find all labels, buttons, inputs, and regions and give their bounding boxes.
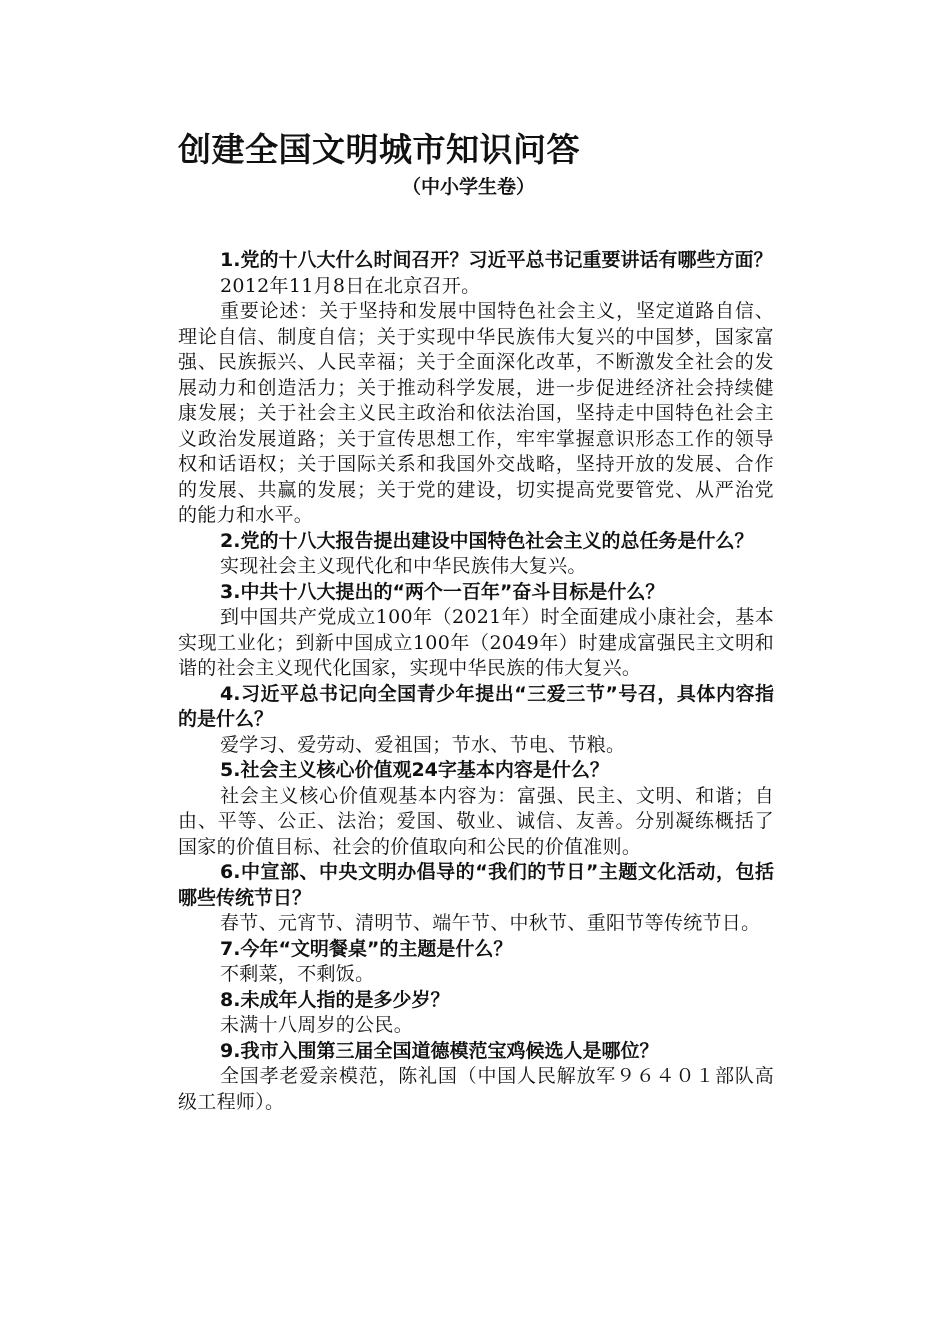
question-4: 4.习近平总书记向全国青少年提出“三爱三节”号召，具体内容指的是什么？ <box>178 682 774 730</box>
answer-3: 到中国共产党成立100年（2021年）时全面建成小康社会，基本实现工业化；到新中国成立100年（2049年）时建成富强民主文明和谐的社会主义现代化国家，实现中华民族的伟大复兴。 <box>178 606 774 679</box>
answer-1-date: 2012年11月8日在北京召开。 <box>220 274 481 297</box>
answer-9: 全国孝老爱亲模范，陈礼国（中国人民解放军９６４０１部队高级工程师）。 <box>178 1065 774 1113</box>
qa-list <box>178 248 774 1115</box>
answer-4: 爱学习、爱劳动、爱祖国；节水、节电、节粮。 <box>220 733 626 756</box>
answer-1-discourse: 重要论述：关于坚持和发展中国特色社会主义，坚定道路自信、理论自信、制度自信；关于实现中华民族伟大复兴的中国梦，国家富强、民族振兴、人民幸福；关于全面深化改革，不断激发全社会的发展动力和创造活力；关于推动科学发展，进一步促进经济社会持续健康发展；关于社会主义民主政治和依法治国，坚持走中国特色社会主义政治发展道路；关于宣传思想工作，牢牢掌握意识形态工作的领导权和话语权；关于国际关系和我国外交战略，坚持开放的发展、合作的发展、共赢的发展；关于党的建设，切实提高党要管党、从严治党的能力和水平。 <box>178 300 774 526</box>
question-1: 1.党的十八大什么时间召开？习近平总书记重要讲话有哪些方面？ <box>220 249 773 271</box>
question-3: 3.中共十八大提出的“两个一百年”奋斗目标是什么？ <box>220 580 665 603</box>
question-2: 2.党的十八大报告提出建设中国特色社会主义的总任务是什么？ <box>220 529 754 552</box>
answer-6: 春节、元宵节、清明节、端午节、中秋节、重阳节等传统节日。 <box>220 912 761 934</box>
question-5: 5.社会主义核心价值观24字基本内容是什么？ <box>220 759 609 781</box>
answer-5: 社会主义核心价值观基本内容为：富强、民主、文明、和谐；自由、平等、公正、法治；爱国、敬业、诚信、友善。分别凝练概括了国家的价值目标、社会的价值取向和公民的价值准则。 <box>178 784 774 858</box>
question-6: 6.中宣部、中央文明办倡导的“我们的节日”主题文化活动，包括哪些传统节日？ <box>178 861 774 909</box>
answer-8: 未满十八周岁的公民。 <box>220 1014 414 1036</box>
question-9: 9.我市入围第三届全国道德模范宝鸡候选人是哪位？ <box>220 1039 659 1062</box>
document-title: 创建全国文明城市知识问答 <box>178 130 580 169</box>
question-8: 8.未成年人指的是多少岁？ <box>220 988 450 1011</box>
answer-2: 实现社会主义现代化和中华民族伟大复兴。 <box>220 555 587 577</box>
question-7: 7.今年“文明餐桌”的主题是什么？ <box>220 937 513 960</box>
document-subtitle: （中小学生卷） <box>402 176 536 198</box>
answer-7: 不剩菜，不剩饭。 <box>220 963 375 985</box>
